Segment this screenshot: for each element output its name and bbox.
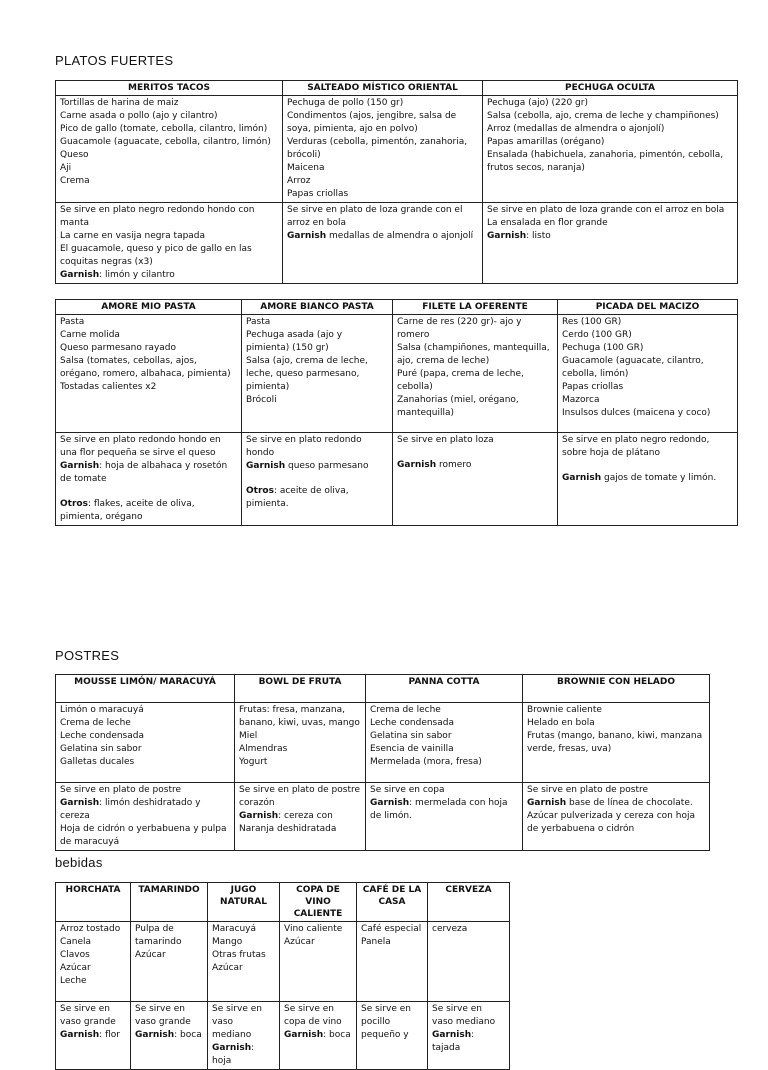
serving-note: Hoja de cidrón o yerbabuena y pulpa de maracuyá <box>60 824 227 847</box>
otros-line <box>60 498 237 524</box>
column-header: PANNA COTTA <box>366 675 523 703</box>
garnish-text: queso parmesano <box>285 461 369 471</box>
ingredient-line: Papas criollas <box>562 382 624 392</box>
ingredient-line: Res (100 GR) <box>562 317 622 327</box>
otros-line <box>246 485 388 511</box>
ingredients-cell <box>523 703 710 783</box>
ingredient-line: Salsa (champiñones, mantequilla, ajo, crema de leche) <box>397 343 550 366</box>
ingredient-line: Guacamole (aguacate, cebolla, cilantro, limón) <box>60 137 271 147</box>
ingredient-line: Tostadas calientes x2 <box>60 382 157 392</box>
ingredient-line: Pasta <box>246 317 271 327</box>
garnish-label: Garnish <box>60 798 100 808</box>
garnish-line <box>212 1042 275 1068</box>
otros-text: : flakes, aceite de oliva, pimienta, orégano <box>60 499 195 522</box>
serving-row <box>56 1002 510 1070</box>
ingredient-line: Limón o maracuyá <box>60 705 144 715</box>
ingredients-cell <box>56 922 131 1002</box>
serving-cell <box>523 783 710 851</box>
garnish-line <box>487 230 733 243</box>
garnish-label: Garnish <box>287 231 327 241</box>
ingredient-line: Pulpa de tamarindo <box>135 924 182 947</box>
column-header: BROWNIE CON HELADO <box>523 675 710 703</box>
header-row <box>56 883 510 922</box>
serving-cell <box>56 433 242 526</box>
ingredient-line: Panela <box>361 937 391 947</box>
garnish-label: Garnish <box>284 1030 324 1040</box>
garnish-text: : tajada <box>432 1030 475 1053</box>
garnish-line <box>60 269 278 282</box>
ingredients-cell <box>56 703 235 783</box>
column-header: TAMARINDO <box>131 883 208 922</box>
ingredient-line: Canela <box>60 937 92 947</box>
serving-cell <box>280 1002 357 1070</box>
garnish-text: romero <box>436 460 472 470</box>
serving-cell <box>428 1002 510 1070</box>
ingredient-line: Helado en bola <box>527 718 595 728</box>
garnish-label: Garnish <box>432 1030 472 1040</box>
ingredient-line: Brownie caliente <box>527 705 602 715</box>
ingredient-line: Arroz tostado <box>60 924 121 934</box>
ingredient-line: Arroz (medallas de almendra o ajonjolí) <box>487 124 665 134</box>
ingredient-line: Leche condensada <box>370 718 454 728</box>
platos-table-1 <box>55 80 738 284</box>
garnish-text: : boca <box>174 1030 202 1040</box>
ingredient-line: Yogurt <box>239 757 268 767</box>
serving-line: La carne en vasija negra tapada <box>60 231 206 241</box>
serving-line: Se sirve en plato redondo hondo en una flor pequeña se sirve el queso <box>60 435 221 458</box>
ingredient-line: Tortillas de harina de maiz <box>60 98 179 108</box>
serving-cell <box>393 433 558 526</box>
header-row <box>56 81 738 96</box>
garnish-text: medallas de almendra o ajonjolí <box>326 231 474 241</box>
garnish-text: : hoja <box>212 1043 255 1066</box>
column-header: PECHUGA OCULTA <box>483 81 738 96</box>
garnish-label: Garnish <box>60 270 100 280</box>
ingredient-line: Mango <box>212 937 243 947</box>
ingredient-line: Pechuga (100 GR) <box>562 343 644 353</box>
garnish-label: Garnish <box>135 1030 175 1040</box>
serving-line: Se sirve en copa <box>370 785 445 795</box>
garnish-line <box>60 460 237 486</box>
serving-cell <box>56 203 283 284</box>
ingredient-line: Mermelada (mora, fresa) <box>370 757 482 767</box>
column-header: MOUSSE LIMÓN/ MARACUYÁ <box>56 675 235 703</box>
serving-cell <box>283 203 483 284</box>
serving-cell <box>235 783 366 851</box>
serving-line: Se sirve en copa de vino <box>284 1004 342 1027</box>
ingredient-line: Gelatina sin sabor <box>370 731 452 741</box>
ingredient-line: Crema <box>60 176 90 186</box>
otros-text: : aceite de oliva, pimienta. <box>246 486 349 509</box>
ingredient-line: Pico de gallo (tomate, cebolla, cilantro, limón) <box>60 124 268 134</box>
column-header: AMORE BIANCO PASTA <box>242 300 393 315</box>
otros-label: Otros <box>60 499 88 509</box>
ingredients-cell <box>56 96 283 203</box>
ingredient-line: Queso parmesano rayado <box>60 343 177 353</box>
ingredient-line: Crema de leche <box>60 718 131 728</box>
garnish-line <box>527 797 705 810</box>
serving-line: Se sirve en plato de postre <box>527 785 649 795</box>
ingredient-line: Condimentos (ajos, jengibre, salsa de soya, pimienta, ajo en polvo) <box>287 111 457 134</box>
column-header: COPA DE VINO CALIENTE <box>280 883 357 922</box>
otros-label: Otros <box>246 486 274 496</box>
ingredient-line: Queso <box>60 150 89 160</box>
ingredient-line: Puré (papa, crema de leche, cebolla) <box>397 369 524 392</box>
platos-table-2 <box>55 299 738 526</box>
ingredient-line: Crema de leche <box>370 705 441 715</box>
serving-line: Se sirve en vaso mediano <box>432 1004 496 1027</box>
ingredient-line: Maicena <box>287 163 325 173</box>
ingredients-cell <box>242 315 393 433</box>
serving-cell <box>357 1002 428 1070</box>
serving-line: La ensalada en flor grande <box>487 218 608 228</box>
ingredient-line: Salsa (ajo, crema de leche, leche, queso parmesano, pimienta) <box>246 356 368 392</box>
serving-line: Se sirve en plato de postre corazón <box>239 785 361 808</box>
ingredient-line: Pechuga (ajo) (220 gr) <box>487 98 588 108</box>
garnish-label: Garnish <box>239 811 279 821</box>
ingredients-cell <box>208 922 280 1002</box>
garnish-line <box>60 797 230 823</box>
ingredient-line: Leche condensada <box>60 731 144 741</box>
serving-line: Se sirve en pocillo pequeño y <box>361 1004 411 1040</box>
ingredient-line: Carne molida <box>60 330 120 340</box>
column-header: CERVEZA <box>428 883 510 922</box>
ingredient-line: Almendras <box>239 744 288 754</box>
ingredient-line: Vino caliente <box>284 924 343 934</box>
garnish-text: : mermelada con hoja de limón. <box>370 798 508 821</box>
garnish-label: Garnish <box>562 473 602 483</box>
garnish-text: : cereza con <box>278 811 333 821</box>
column-header: PICADA DEL MACIZO <box>558 300 738 315</box>
spacer <box>60 486 237 498</box>
ingredient-line: Ensalada (habichuela, zanahoria, pimentón, cebolla, frutos secos, naranja) <box>487 150 724 173</box>
ingredient-line: Insulsos dulces (maicena y coco) <box>562 408 711 418</box>
serving-cell <box>131 1002 208 1070</box>
serving-line: Se sirve en plato de postre <box>60 785 182 795</box>
ingredient-line: Miel <box>239 731 258 741</box>
garnish-text: : boca <box>323 1030 351 1040</box>
ingredient-line: Azúcar <box>60 963 91 973</box>
serving-line: Se sirve en vaso mediano <box>212 1004 262 1040</box>
column-header: MERITOS TACOS <box>56 81 283 96</box>
ingredient-line: Salsa (cebolla, ajo, crema de leche y champiñones) <box>487 111 719 121</box>
serving-line: Se sirve en vaso grande <box>60 1004 116 1027</box>
ingredient-line: Aji <box>60 163 72 173</box>
spacer <box>246 473 388 485</box>
serving-line: Se sirve en plato negro redondo hondo con manta <box>60 205 255 228</box>
garnish-text: base de línea de chocolate. <box>566 798 693 808</box>
serving-line: Se sirve en plato de loza grande con el arroz en bola <box>487 205 725 215</box>
ingredients-row <box>56 315 738 433</box>
ingredient-line: Pechuga asada (ajo y pimienta) (150 gr) <box>246 330 343 353</box>
garnish-line <box>370 797 518 823</box>
ingredients-row <box>56 922 510 1002</box>
ingredients-row <box>56 703 710 783</box>
garnish-line <box>60 1029 126 1042</box>
garnish-text: gajos de tomate y limón. <box>601 473 717 483</box>
spacer <box>562 460 733 472</box>
garnish-text: : limón deshidratado y cereza <box>60 798 201 821</box>
ingredient-line: Zanahorias (miel, orégano, mantequilla) <box>397 395 519 418</box>
garnish-label: Garnish <box>397 460 437 470</box>
ingredients-cell <box>280 922 357 1002</box>
ingredients-row <box>56 96 738 203</box>
ingredients-cell <box>428 922 510 1002</box>
serving-cell <box>558 433 738 526</box>
garnish-text: : listo <box>526 231 551 241</box>
column-header: SALTEADO MÍSTICO ORIENTAL <box>283 81 483 96</box>
section-title-postres: POSTRES <box>55 648 120 663</box>
garnish-line <box>239 810 361 823</box>
serving-line: Se sirve en plato negro redondo, sobre hoja de plátano <box>562 435 710 458</box>
serving-cell <box>208 1002 280 1070</box>
spacer <box>397 447 553 459</box>
ingredient-line: Salsa (tomates, cebollas, ajos, orégano, romero, albahaca, pimienta) <box>60 356 231 379</box>
ingredient-line: Maracuyá <box>212 924 256 934</box>
ingredient-line: Clavos <box>60 950 90 960</box>
ingredients-cell <box>131 922 208 1002</box>
postres-table <box>55 674 710 851</box>
serving-cell <box>56 783 235 851</box>
serving-line: El guacamole, queso y pico de gallo en las coquitas negras (x3) <box>60 244 252 267</box>
serving-row <box>56 203 738 284</box>
garnish-label: Garnish <box>60 1030 100 1040</box>
header-row <box>56 300 738 315</box>
section-title-platos: PLATOS FUERTES <box>55 53 174 68</box>
ingredient-line: Galletas ducales <box>60 757 135 767</box>
ingredient-line: cerveza <box>432 924 468 934</box>
serving-row <box>56 433 738 526</box>
serving-line: Se sirve en plato redondo hondo <box>246 435 362 458</box>
garnish-line <box>287 230 478 243</box>
ingredients-cell <box>366 703 523 783</box>
ingredient-line: Brócoli <box>246 395 277 405</box>
serving-note: Naranja deshidratada <box>239 824 337 834</box>
column-header: HORCHATA <box>56 883 131 922</box>
garnish-line <box>432 1029 505 1055</box>
ingredient-line: Frutas (mango, banano, kiwi, manzana verde, fresas, uva) <box>527 731 703 754</box>
ingredient-line: Guacamole (aguacate, cilantro, cebolla, limón) <box>562 356 704 379</box>
ingredient-line: Papas amarillas (orégano) <box>487 137 605 147</box>
ingredient-line: Carne asada o pollo (ajo y cilantro) <box>60 111 218 121</box>
garnish-label: Garnish <box>527 798 567 808</box>
ingredient-line: Café especial <box>361 924 422 934</box>
ingredient-line: Gelatina sin sabor <box>60 744 142 754</box>
section-title-bebidas: bebidas <box>55 855 103 870</box>
serving-row <box>56 783 710 851</box>
garnish-label: Garnish <box>370 798 410 808</box>
ingredient-line: Esencia de vainilla <box>370 744 454 754</box>
header-row <box>56 675 710 703</box>
ingredient-line: Cerdo (100 GR) <box>562 330 632 340</box>
serving-cell <box>483 203 738 284</box>
bebidas-table <box>55 882 510 1070</box>
garnish-label: Garnish <box>487 231 527 241</box>
ingredient-line: Azúcar <box>212 963 243 973</box>
ingredient-line: Frutas: fresa, manzana, banano, kiwi, uvas, mango <box>239 705 360 728</box>
ingredients-cell <box>483 96 738 203</box>
garnish-label: Garnish <box>246 461 286 471</box>
ingredient-line: Azúcar <box>135 950 166 960</box>
serving-cell <box>242 433 393 526</box>
ingredient-line: Carne de res (220 gr)- ajo y romero <box>397 317 522 340</box>
serving-line: Se sirve en vaso grande <box>135 1004 191 1027</box>
column-header: FILETE LA OFERENTE <box>393 300 558 315</box>
ingredients-cell <box>558 315 738 433</box>
column-header: AMORE MIO PASTA <box>56 300 242 315</box>
serving-cell <box>56 1002 131 1070</box>
serving-line: Se sirve en plato de loza grande con el arroz en bola <box>287 205 463 228</box>
ingredients-cell <box>235 703 366 783</box>
garnish-line <box>562 472 733 485</box>
garnish-text: : hoja de albahaca y rosetón de tomate <box>60 461 228 484</box>
ingredient-line: Otras frutas <box>212 950 266 960</box>
ingredients-cell <box>56 315 242 433</box>
ingredient-line: Leche <box>60 976 87 986</box>
garnish-line <box>246 460 388 473</box>
ingredient-line: Pechuga de pollo (150 gr) <box>287 98 404 108</box>
ingredient-line: Pasta <box>60 317 85 327</box>
garnish-line <box>284 1029 352 1042</box>
column-header: JUGO NATURAL <box>208 883 280 922</box>
garnish-line <box>135 1029 203 1042</box>
garnish-text: : limón y cilantro <box>99 270 175 280</box>
column-header: CAFÉ DE LA CASA <box>357 883 428 922</box>
column-header: BOWL DE FRUTA <box>235 675 366 703</box>
ingredient-line: Mazorca <box>562 395 600 405</box>
serving-note: Azúcar pulverizada y cereza con hoja de yerbabuena o cidrón <box>527 811 695 834</box>
ingredients-cell <box>393 315 558 433</box>
serving-line: Se sirve en plato loza <box>397 435 494 445</box>
garnish-label: Garnish <box>60 461 100 471</box>
ingredient-line: Azúcar <box>284 937 315 947</box>
ingredient-line: Verduras (cebolla, pimentón, zanahoria, brócoli) <box>287 137 468 160</box>
ingredients-cell <box>283 96 483 203</box>
ingredients-cell <box>357 922 428 1002</box>
ingredient-line: Papas criollas <box>287 189 349 199</box>
serving-cell <box>366 783 523 851</box>
ingredient-line: Arroz <box>287 176 311 186</box>
garnish-text: : flor <box>99 1030 120 1040</box>
garnish-line <box>397 459 553 472</box>
garnish-label: Garnish <box>212 1043 252 1053</box>
